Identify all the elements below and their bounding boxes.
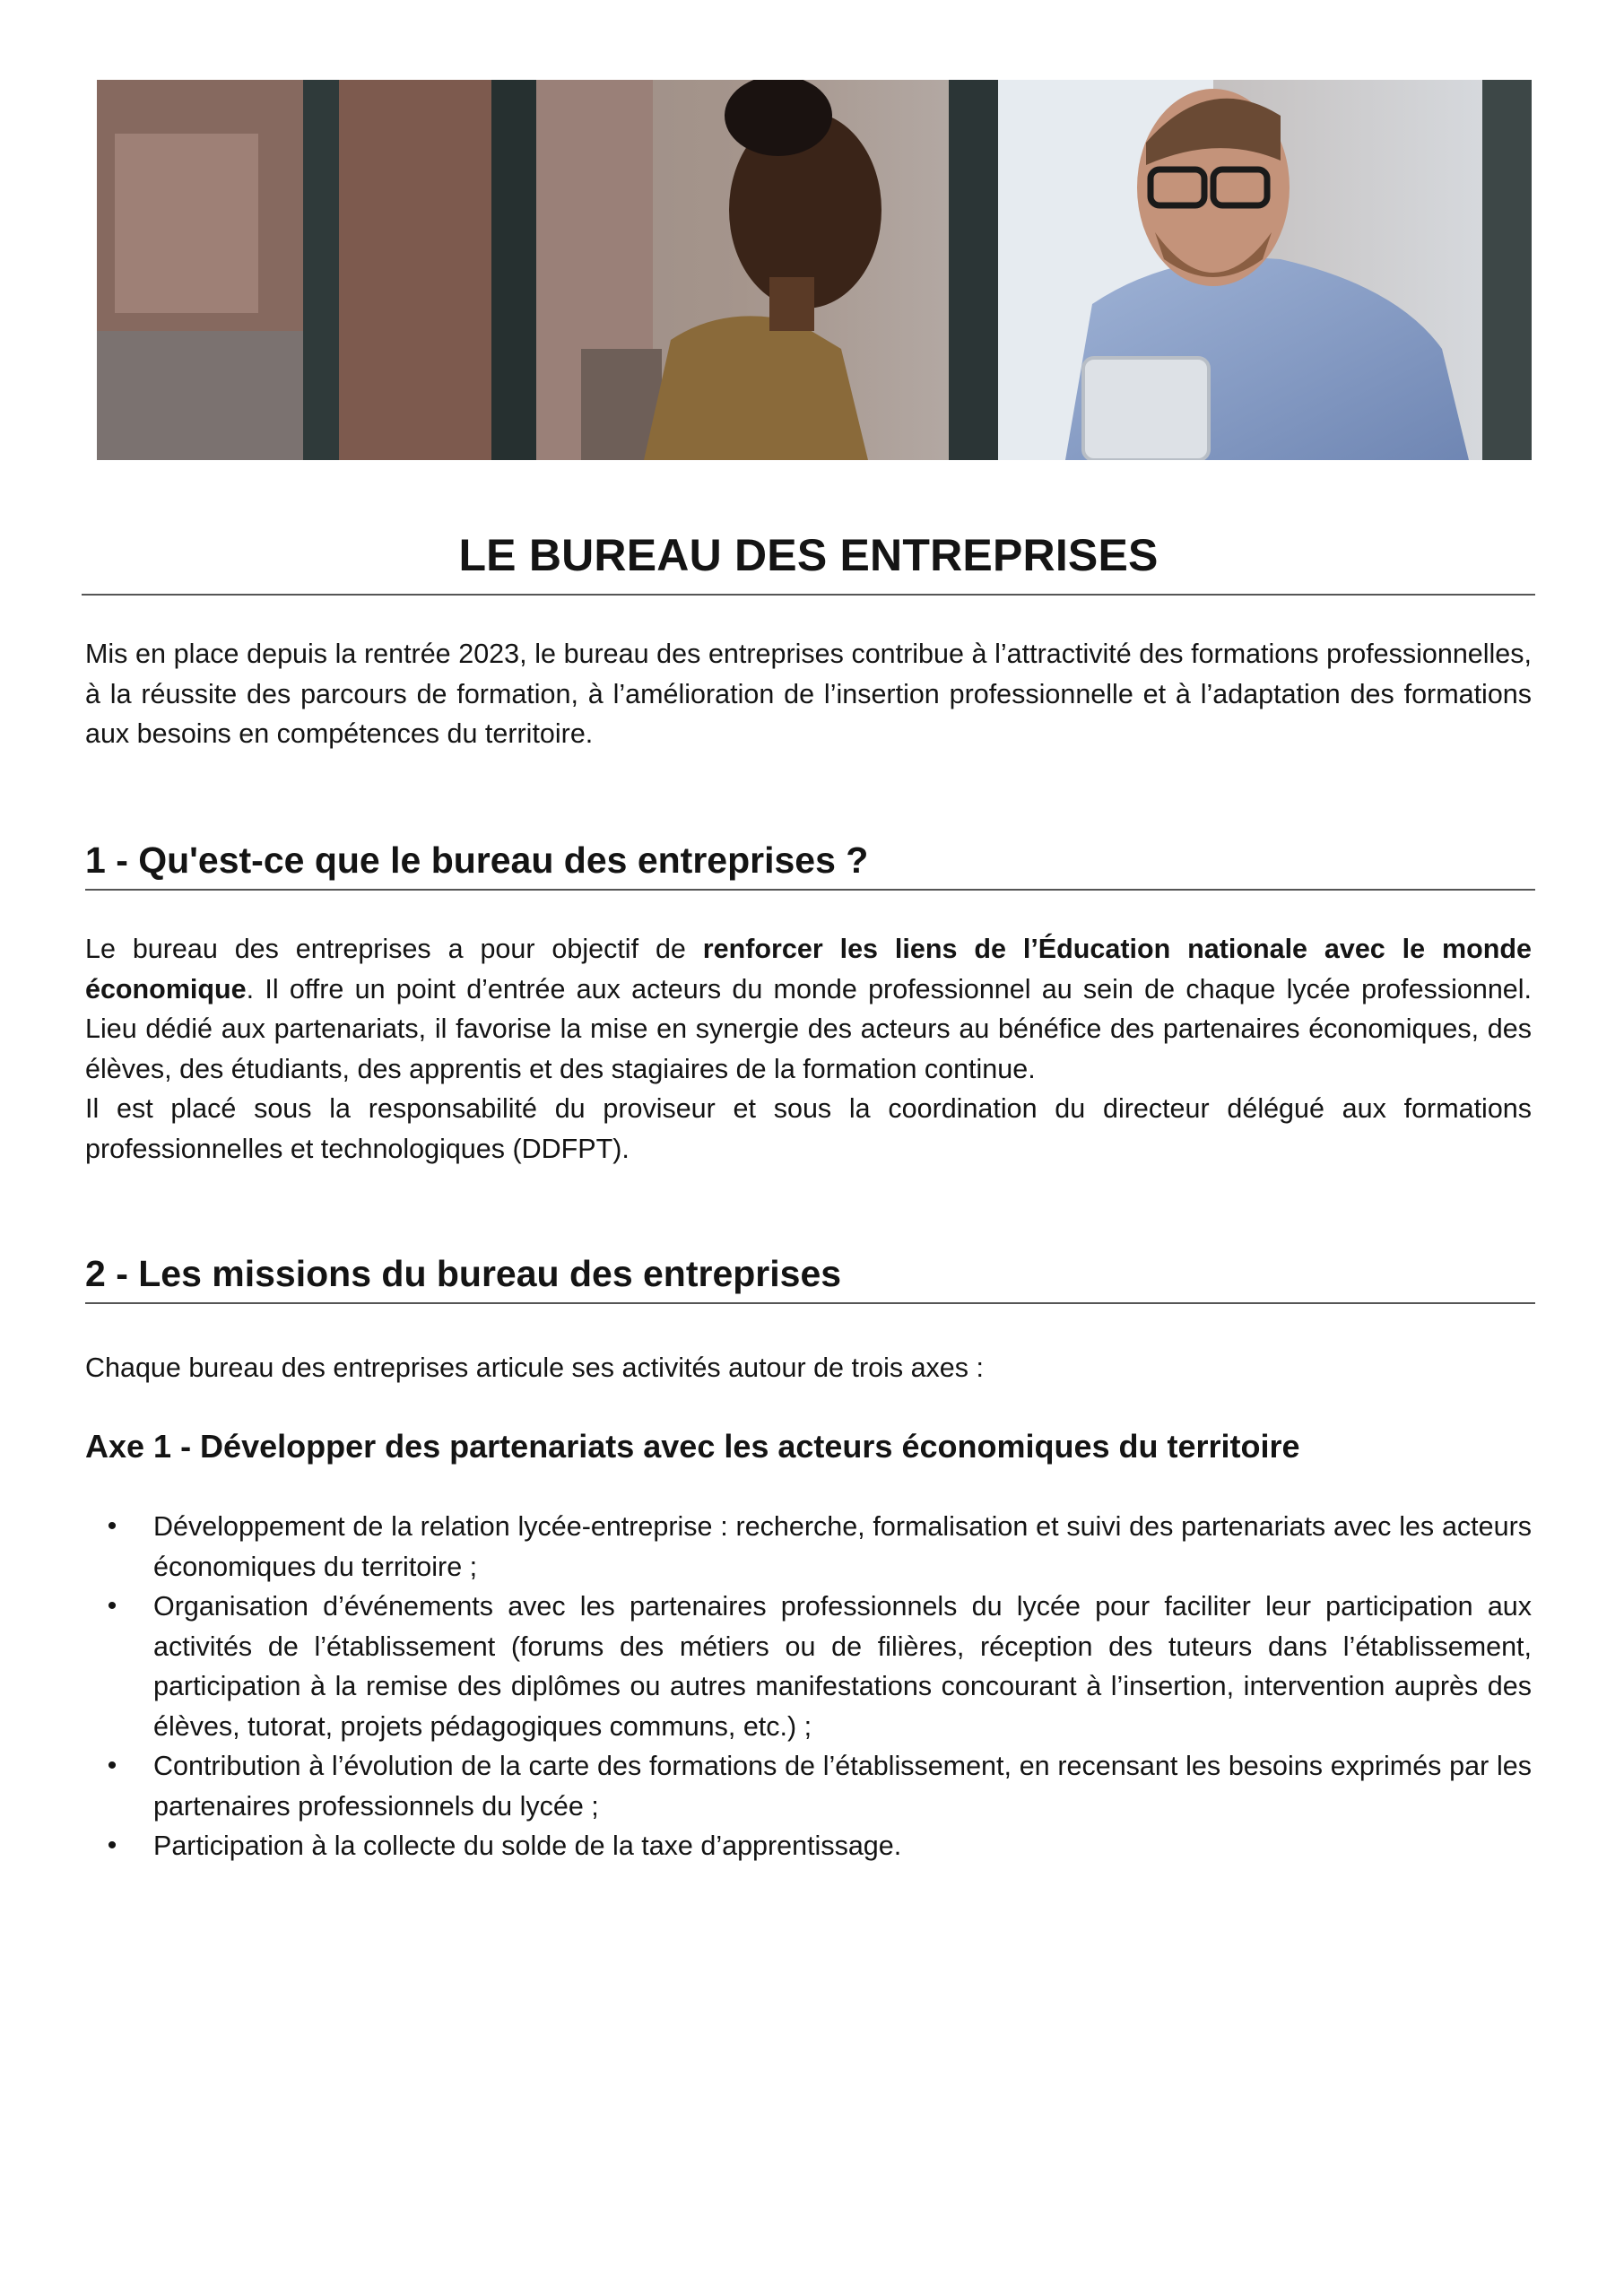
section1-p1-bold: renforcer les liens de l’Éducation nationale avec le monde économique (85, 934, 1532, 1004)
intro-paragraph: Mis en place depuis la rentrée 2023, le bureau des entreprises contribue à l’attractivité des formations professionnelles, à la réussite des parcours de formation, à l’amélioration de l’insertion professionnelle et à l’adaptation des formations aux besoins en compétences du territoire. (85, 639, 1532, 749)
section1-paragraph-2: Il est placé sous la responsabilité du proviseur et sous la coordination du directeur délégué aux formations professionnelles et technologiques (DDFPT). (85, 1093, 1532, 1164)
list-item (85, 1826, 1532, 1866)
list-item-text: Développement de la relation lycée-entreprise : recherche, formalisation et suivi des partenariats avec les acteurs économiques du territoire ; (153, 1511, 1532, 1582)
section2-intro: Chaque bureau des entreprises articule ses activités autour de trois axes : (85, 1352, 984, 1383)
list-item-text: Organisation d’événements avec les partenaires professionnels du lycée pour faciliter leur participation aux activités de l’établissement (forums des métiers ou de filières, réception des tuteurs dans l’établissement, participation à la remise des diplômes ou autres manifestations concourant à l’insertion, intervention auprès des élèves, tutorat, projets pédagogiques communs, etc.) ; (153, 1591, 1532, 1742)
section1-p1-after: . Il offre un point d’entrée aux acteurs du monde professionnel au sein de chaque lycée professionnel. Lieu dédié aux partenariats, il favorise la mise en synergie des acteurs au bénéfice des partenaires économiques, des élèves, des étudiants, des apprentis et des stagiaires de la formation continue. (85, 973, 1532, 1084)
list-item-text: Participation à la collecte du solde de la taxe d’apprentissage. (153, 1831, 902, 1861)
bullet-icon: • (107, 1511, 117, 1541)
section1-heading: 1 - Qu'est-ce que le bureau des entreprises ? (85, 835, 1535, 891)
list-item (85, 1587, 1532, 1746)
list-item-text: Contribution à l’évolution de la carte des formations de l’établissement, en recensant les besoins exprimés par les partenaires professionnels du lycée ; (153, 1751, 1532, 1822)
axe1-heading: Axe 1 - Développer des partenariats avec les acteurs économiques du territoire (85, 1428, 1300, 1465)
list-item (85, 1507, 1532, 1587)
bullet-icon: • (107, 1751, 117, 1780)
banner-photo (97, 80, 1532, 460)
list-item (85, 1746, 1532, 1826)
page-title: LE BUREAU DES ENTREPRISES (82, 526, 1535, 596)
section1-p1-before: Le bureau des entreprises a pour objectif de (85, 934, 703, 964)
section2-heading: 2 - Les missions du bureau des entreprises (85, 1248, 1535, 1304)
section1-paragraph-1 (85, 929, 1532, 1089)
office-photo-icon (97, 80, 1532, 460)
bullet-icon: • (107, 1831, 117, 1860)
axe1-bullet-list (85, 1507, 1532, 1866)
bullet-icon: • (107, 1591, 117, 1621)
